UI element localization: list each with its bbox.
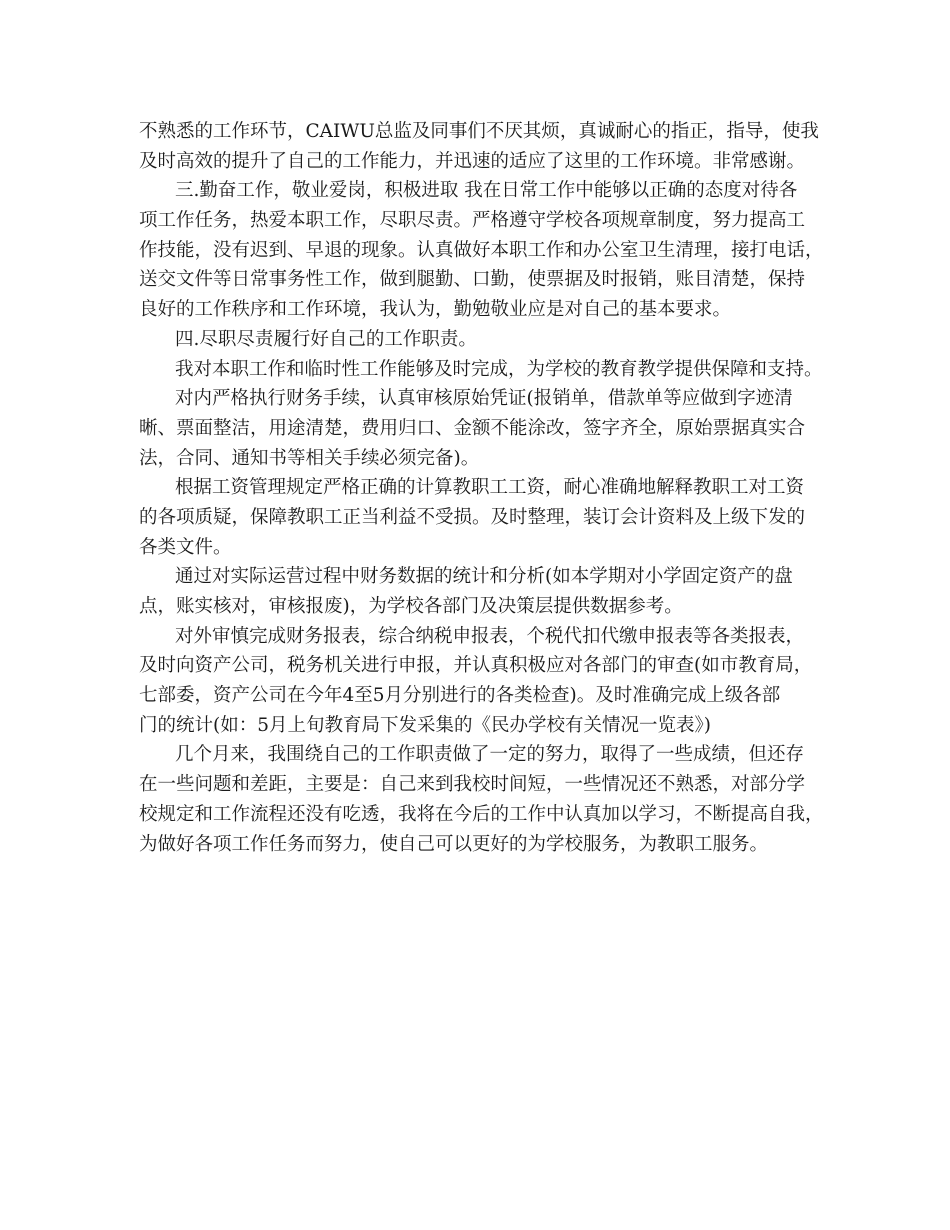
text-line: 几个月来，我围绕自己的工作职责做了一定的努力，取得了一些成绩，但还存 [175,744,805,766]
text-line: 作技能，没有迟到、早退的现象。认真做好本职工作和办公室卫生清理，接打电话， [139,239,824,261]
text-line: 校规定和工作流程还没有吃透，我将在今后的工作中认真加以学习，不断提高自我， [139,803,824,825]
text-line: 根据工资管理规定严格正确的计算教职工工资，耐心准确地解释教职工对工资 [175,477,805,499]
text-line: 及时向资产公司，税务机关进行申报，并认真积极应对各部门的审查(如市教育局， [139,655,813,677]
text-line: 对内严格执行财务手续，认真审核原始凭证(报销单，借款单等应做到字迹清 [175,388,793,410]
text-line: 不熟悉的工作环节，CAIWU总监及同事们不厌其烦，真诚耐心的指正，指导，使我 [139,121,819,142]
text-line: 我对本职工作和临时性工作能够及时完成，为学校的教育教学提供保障和支持。 [175,358,823,380]
text-line: 门的统计(如：5月上旬教育局下发采集的《民办学校有关情况一览表》) [139,714,711,736]
text-line: 为做好各项工作任务而努力，使自己可以更好的为学校服务，为教职工服务。 [139,833,769,855]
text-line: 各类文件。 [139,536,232,558]
text-line: 送交文件等日常事务性工作，做到腿勤、口勤，使票据及时报销，账目清楚，保持 [139,269,806,291]
text-line: 在一些问题和差距，主要是：自己来到我校时间短，一些情况还不熟悉，对部分学 [139,774,806,796]
text-line: 七部委，资产公司在今年4至5月分别进行的各类检查)。及时准确完成上级各部 [139,685,781,707]
text-line: 三.勤奋工作，敬业爱岗，积极进取 我在日常工作中能够以正确的态度对待各 [175,180,798,202]
text-line: 的各项质疑，保障教职工正当利益不受损。及时整理，装订会计资料及上级下发的 [139,506,806,528]
text-line: 晰、票面整洁，用途清楚，费用归口、金额不能涂改，签字齐全，原始票据真实合 [139,417,806,439]
text-line: 良好的工作秩序和工作环境，我认为，勤勉敬业应是对自己的基本要求。 [139,299,732,321]
document-body [139,117,824,859]
text-line: 法，合同、通知书等相关手续必须完备)。 [139,447,480,469]
text-line: 点，账实核对，审核报废)，为学校各部门及决策层提供数据参考。 [139,596,683,617]
text-line: 四.尽职尽责履行好自己的工作职责。 [175,328,477,350]
text-line: 对外审慎完成财务报表，综合纳税申报表，个税代扣代缴申报表等各类报表， [175,625,805,647]
text-line: 项工作任务，热爱本职工作，尽职尽责。严格遵守学校各项规章制度，努力提高工 [139,210,806,232]
text-line: 通过对实际运营过程中财务数据的统计和分析(如本学期对小学固定资产的盘 [175,566,793,588]
text-line: 及时高效的提升了自己的工作能力，并迅速的适应了这里的工作环境。非常感谢。 [139,150,806,172]
